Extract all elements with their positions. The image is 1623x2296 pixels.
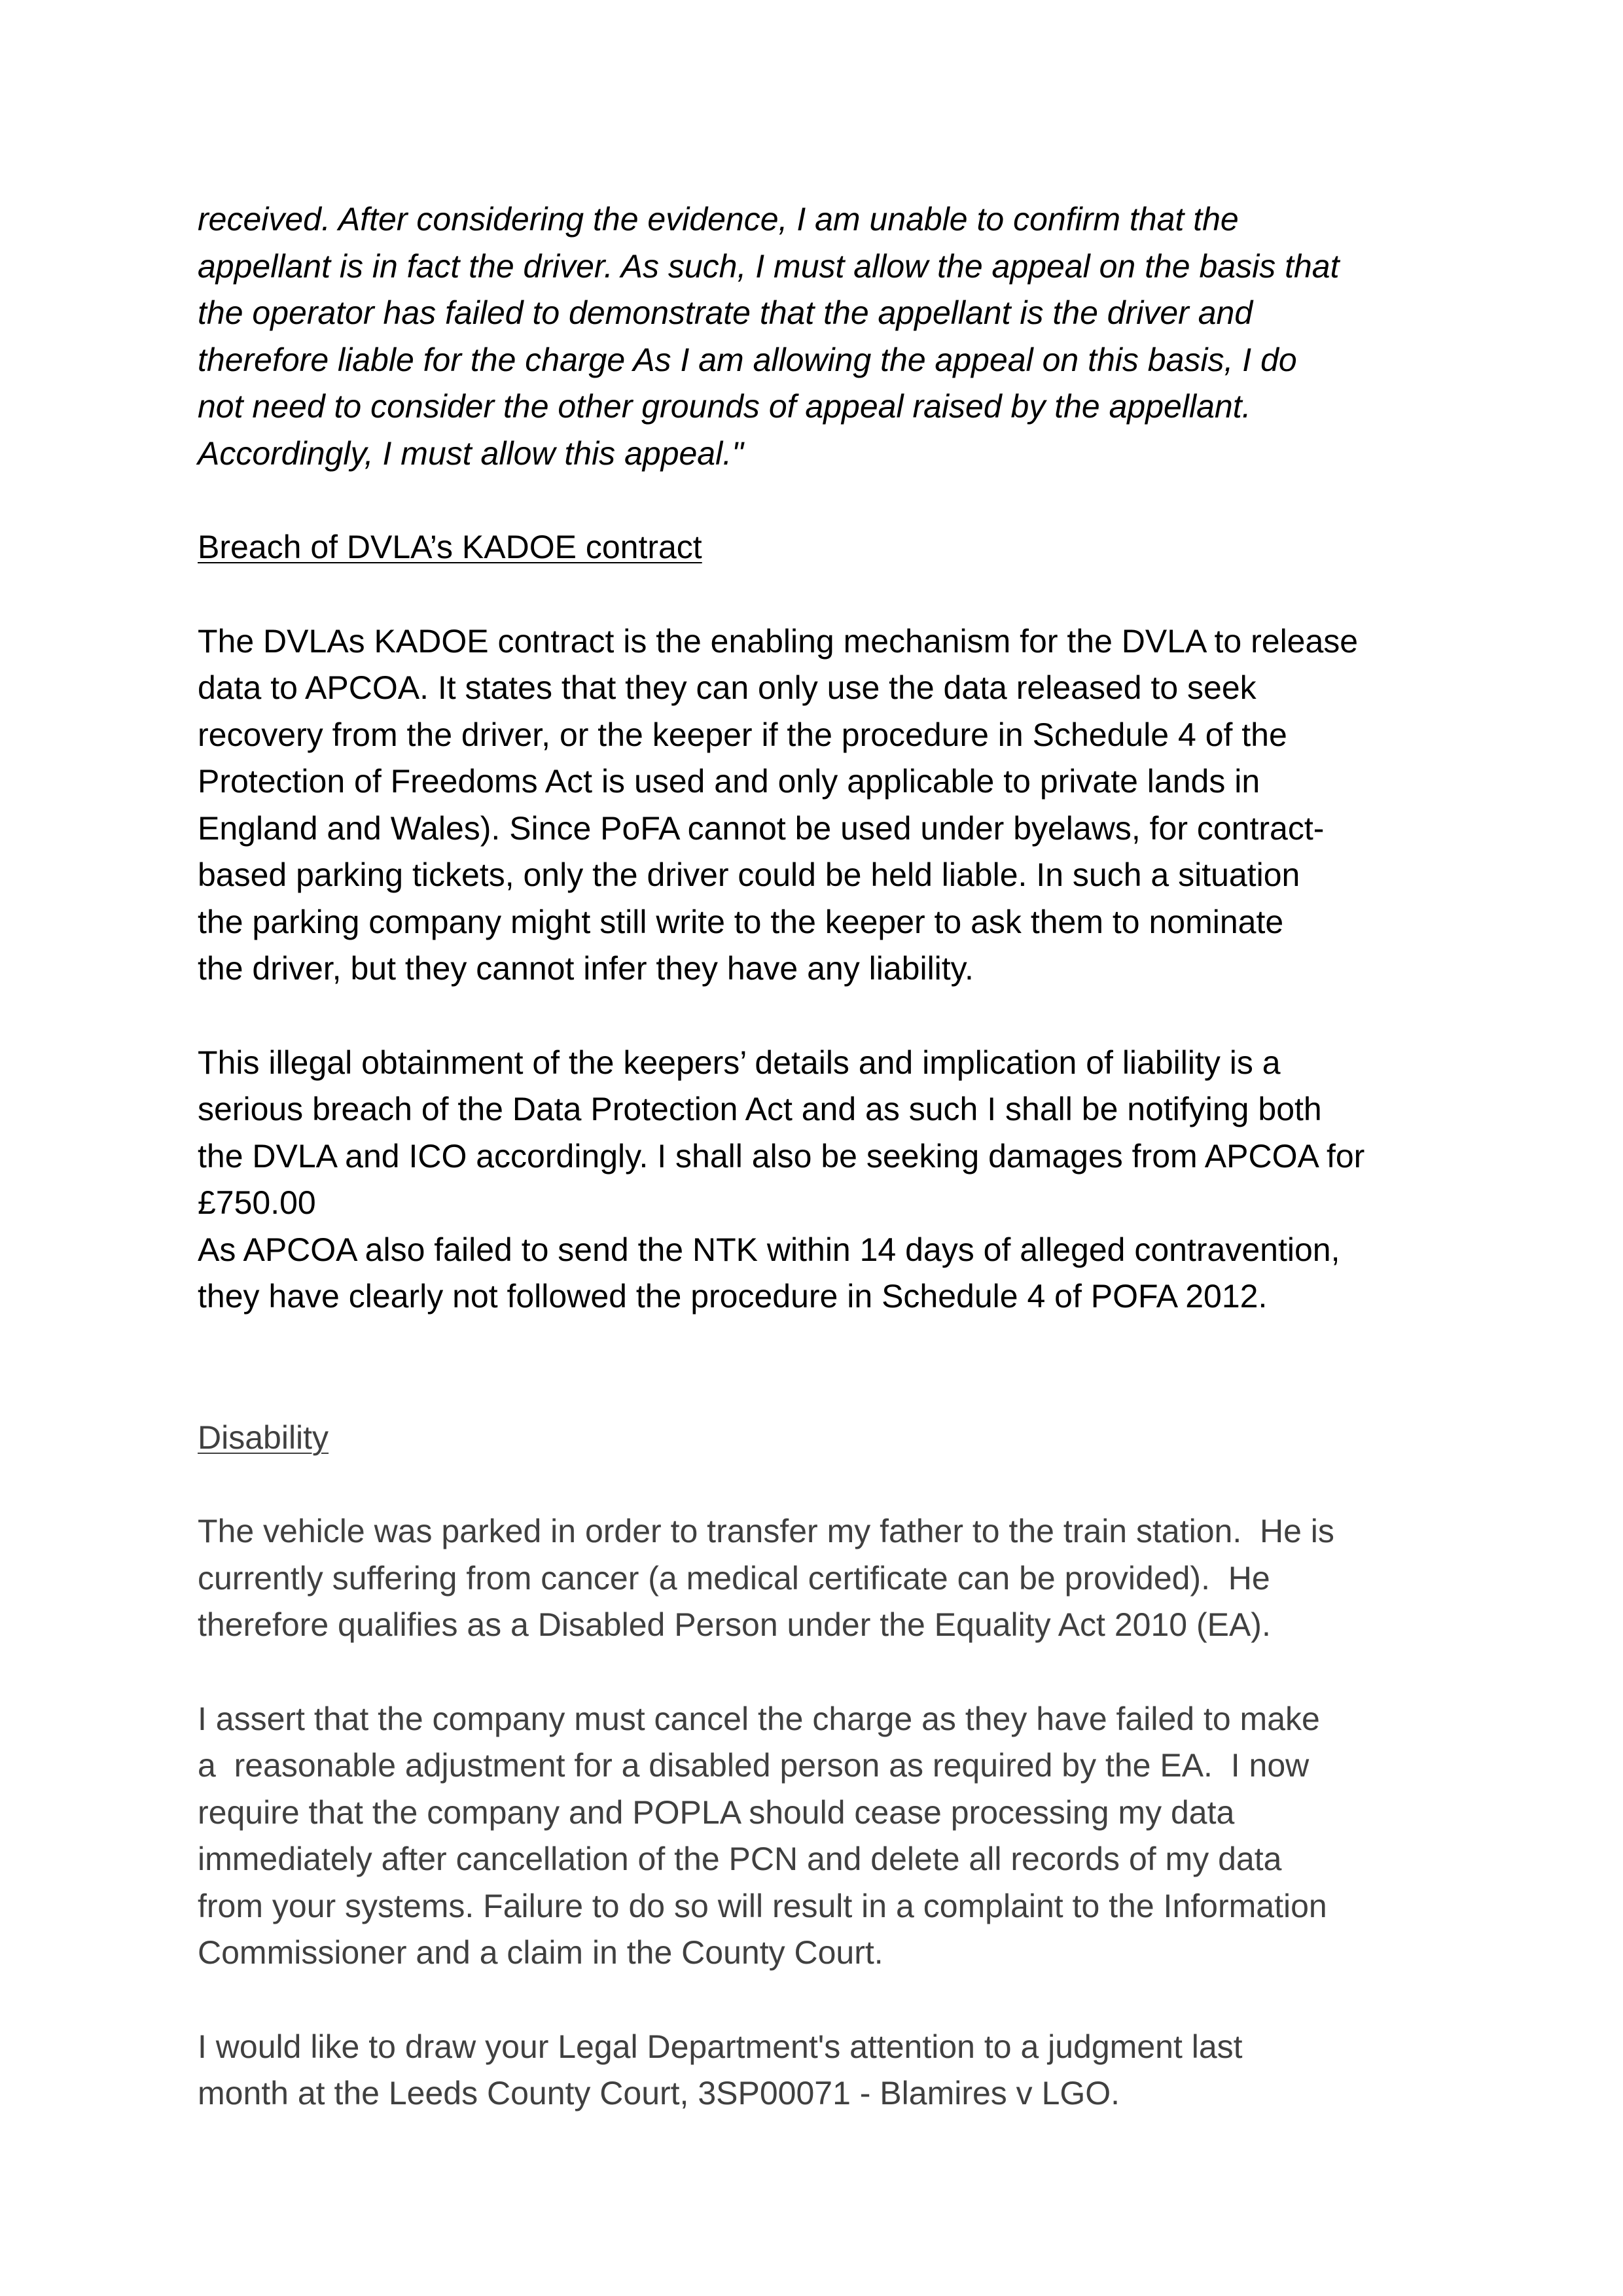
section-heading-disability: Disability — [198, 1419, 329, 1456]
text-line: not need to consider the other grounds of appeal raised by the appellant. — [198, 388, 1251, 425]
kadoe-paragraph-2 — [198, 1040, 1480, 1320]
text-line: the driver, but they cannot infer they have any liability. — [198, 950, 974, 987]
text-line: a reasonable adjustment for a disabled person as required by the EA. I now — [198, 1747, 1310, 1784]
text-line: therefore qualifies as a Disabled Person under the Equality Act 2010 (EA). — [198, 1606, 1271, 1643]
text-line: Protection of Freedoms Act is used and only applicable to private lands in — [198, 763, 1260, 800]
document-page — [198, 196, 1480, 2117]
text-line: the parking company might still write to the keeper to ask them to nominate — [198, 903, 1284, 940]
text-line: I assert that the company must cancel the charge as they have failed to make — [198, 1700, 1320, 1737]
text-line: they have clearly not followed the procedure in Schedule 4 of POFA 2012. — [198, 1278, 1268, 1315]
kadoe-paragraph-1 — [198, 618, 1480, 993]
text-line: therefore liable for the charge As I am allowing the appeal on this basis, I do — [198, 341, 1297, 378]
text-line: This illegal obtainment of the keepers’ details and implication of liability is a — [198, 1044, 1281, 1081]
text-line: based parking tickets, only the driver could be held liable. In such a situation — [198, 857, 1300, 893]
disability-paragraph-1 — [198, 1508, 1480, 1649]
section-heading-kadoe: Breach of DVLA’s KADOE contract — [198, 529, 702, 565]
text-line: The DVLAs KADOE contract is the enabling mechanism for the DVLA to release — [198, 622, 1359, 660]
text-line: month at the Leeds County Court, 3SP00071 - Blamires v LGO. — [198, 2075, 1120, 2111]
text-line: currently suffering from cancer (a medical certificate can be provided). He — [198, 1559, 1270, 1597]
text-line: require that the company and POPLA should cease processing my data — [198, 1793, 1235, 1831]
text-line: appellant is in fact the driver. As such, I must allow the appeal on the basis that — [198, 247, 1340, 285]
text-line: the DVLA and ICO accordingly. I shall also be seeking damages from APCOA for — [198, 1137, 1365, 1174]
text-line: from your systems. Failure to do so will result in a complaint to the Information — [198, 1887, 1327, 1924]
text-line: Commissioner and a claim in the County Court. — [198, 1934, 883, 1971]
disability-paragraph-2 — [198, 1696, 1480, 1977]
text-line: serious breach of the Data Protection Act and as such I shall be notifying both — [198, 1091, 1322, 1127]
text-line: received. After considering the evidence, I am unable to confirm that the — [198, 201, 1239, 238]
text-line: data to APCOA. It states that they can only use the data released to seek — [198, 669, 1257, 706]
text-line: Accordingly, I must allow this appeal." — [198, 434, 743, 472]
text-line: As APCOA also failed to send the NTK within 14 days of alleged contravention, — [198, 1231, 1340, 1268]
text-line: I would like to draw your Legal Department's attention to a judgment last — [198, 2028, 1243, 2065]
text-line: England and Wales). Since PoFA cannot be used under byelaws, for contract- — [198, 809, 1325, 847]
quote-paragraph — [198, 196, 1480, 477]
text-line: the operator has failed to demonstrate that the appellant is the driver and — [198, 294, 1253, 331]
text-line: The vehicle was parked in order to transfer my father to the train station. He is — [198, 1513, 1334, 1549]
text-line: £750.00 — [198, 1184, 316, 1221]
disability-paragraph-3 — [198, 2024, 1480, 2117]
text-line: immediately after cancellation of the PCN and delete all records of my data — [198, 1841, 1282, 1877]
text-line: recovery from the driver, or the keeper if the procedure in Schedule 4 of the — [198, 716, 1287, 753]
